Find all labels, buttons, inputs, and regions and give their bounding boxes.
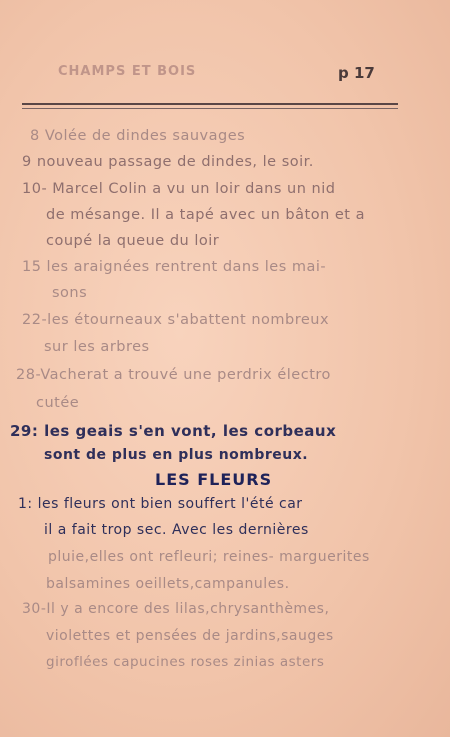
page-header-title: CHAMPS ET BOIS	[58, 64, 197, 79]
entry-line: 15 les araignées rentrent dans les mai-	[22, 259, 327, 275]
page-number: p 17	[338, 64, 375, 82]
entry-line: sons	[52, 285, 88, 301]
entry-line: sont de plus en plus nombreux.	[44, 447, 309, 463]
entry-line: 28-Vacherat a trouvé une perdrix électro	[16, 367, 331, 383]
section-title: LES FLEURS	[155, 470, 273, 489]
flower-line: 1: les fleurs ont bien souffert l'été car	[18, 496, 303, 512]
flower-line: 30-Il y a encore des lilas,chrysanthèmes,	[22, 601, 330, 617]
header-rule-thin	[22, 108, 398, 109]
entry-line: coupé la queue du loir	[46, 233, 220, 249]
flower-line: pluie,elles ont refleuri; reines- marguerites	[48, 549, 370, 565]
entry-line: de mésange. Il a tapé avec un bâton et a	[46, 207, 365, 223]
entry-line: 29: les geais s'en vont, les corbeaux	[10, 422, 337, 440]
entry-line: 9 nouveau passage de dindes, le soir.	[22, 154, 314, 170]
entry-line: cutée	[36, 395, 80, 411]
flower-line: il a fait trop sec. Avec les dernières	[44, 522, 309, 538]
flower-line: balsamines oeillets,campanules.	[46, 576, 290, 592]
entry-line: sur les arbres	[44, 339, 150, 355]
header-rule	[22, 103, 398, 105]
entry-line: 10- Marcel Colin a vu un loir dans un nid	[22, 181, 336, 197]
flower-line: violettes et pensées de jardins,sauges	[46, 628, 334, 644]
entry-line: 22-les étourneaux s'abattent nombreux	[22, 312, 330, 328]
entry-line: 8 Volée de dindes sauvages	[30, 128, 246, 144]
flower-line: giroflées capucines roses zinias asters	[46, 654, 325, 670]
